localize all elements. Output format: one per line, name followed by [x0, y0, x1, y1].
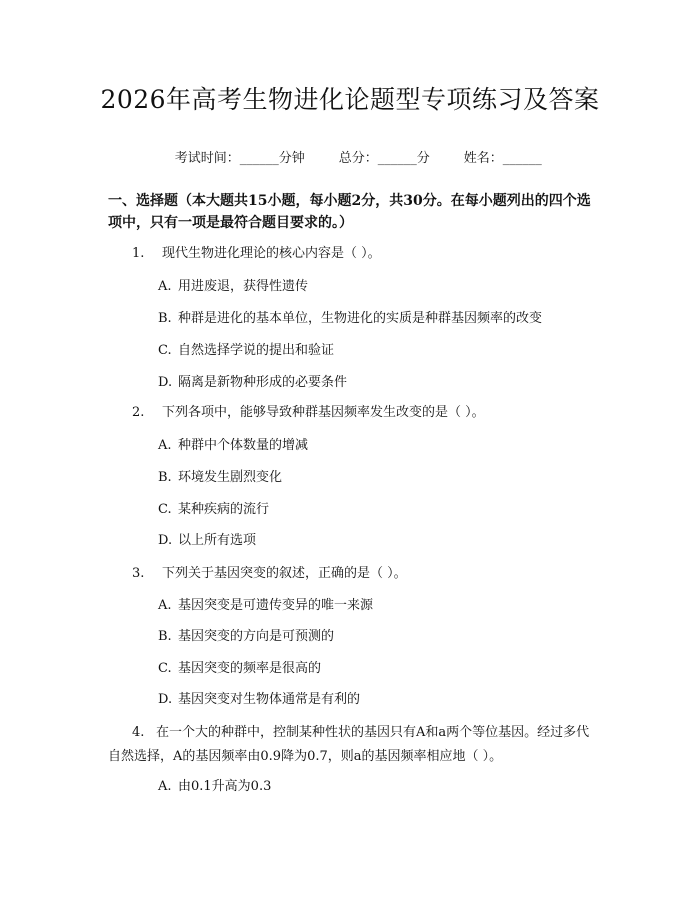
question-text: 在一个大的种群中，控制某种性状的基因只有A和a两个等位基因。经过多代自然选择，A的基因频率由0.9降为0.7，则a的基因频率相应地（ ）。 [108, 725, 590, 764]
option-text: 基因突变对生物体通常是有利的 [178, 692, 361, 707]
exam-time-field: 考试时间：______分钟 [174, 151, 305, 166]
option-2b [158, 470, 282, 486]
option-text: 基因突变的方向是可预测的 [178, 629, 335, 644]
option-letter: D. [158, 375, 173, 390]
option-text: 用进废退，获得性遗传 [178, 279, 309, 294]
option-letter: D. [158, 692, 173, 707]
option-letter: C. [158, 502, 172, 517]
question-number: 2. [132, 405, 145, 420]
option-text: 隔离是新物种形成的必要条件 [178, 375, 348, 390]
option-letter: B. [158, 470, 172, 485]
option-letter: C. [158, 661, 172, 676]
question-number: 4. [132, 725, 145, 740]
option-letter: D. [158, 533, 173, 548]
question-text: 下列各项中，能够导致种群基因频率发生改变的是（ ）。 [162, 405, 485, 420]
option-3c [158, 661, 321, 677]
total-score-field: 总分：______分 [338, 151, 430, 166]
option-letter: B. [158, 311, 172, 326]
name-field: 姓名：______ [463, 151, 542, 166]
option-2c [158, 502, 269, 518]
option-text: 基因突变的频率是很高的 [178, 661, 322, 676]
option-text: 种群中个体数量的增减 [178, 438, 309, 453]
option-text: 基因突变是可遗传变异的唯一来源 [178, 598, 374, 613]
question-4 [108, 721, 600, 769]
question-text: 下列关于基因突变的叙述，正确的是（ ）。 [162, 566, 407, 581]
option-text: 自然选择学说的提出和验证 [178, 343, 335, 358]
option-letter: A. [158, 438, 172, 453]
option-text: 以上所有选项 [178, 533, 257, 548]
option-2d [158, 533, 256, 549]
option-1b [158, 311, 542, 327]
option-text: 种群是进化的基本单位，生物进化的实质是种群基因频率的改变 [178, 311, 543, 326]
page-title: 2026年高考生物进化论题型专项练习及答案 [100, 85, 600, 114]
question-text: 现代生物进化理论的核心内容是（ ）。 [162, 246, 381, 261]
option-4a [158, 779, 271, 795]
option-letter: A. [158, 779, 172, 794]
option-text: 环境发生剧烈变化 [178, 470, 283, 485]
option-letter: C. [158, 343, 172, 358]
question-1 [132, 246, 381, 262]
option-letter: A. [158, 279, 172, 294]
question-number: 1. [132, 246, 145, 261]
option-text: 由0.1升高为0.3 [178, 779, 272, 794]
option-1c [158, 343, 334, 359]
option-1a [158, 279, 308, 295]
option-3b [158, 629, 334, 645]
section-heading: 一、选择题（本大题共15小题，每小题2分，共30分。在每小题列出的四个选项中，只有一项是最符合题目要求的。） [108, 193, 591, 231]
option-text: 某种疾病的流行 [178, 502, 270, 517]
question-3 [132, 566, 407, 582]
exam-info-line [0, 132, 700, 181]
option-letter: A. [158, 598, 172, 613]
option-3d [158, 692, 360, 708]
option-2a [158, 438, 308, 454]
option-letter: B. [158, 629, 172, 644]
option-1d [158, 375, 347, 391]
option-3a [158, 598, 373, 614]
question-number: 3. [132, 566, 145, 581]
question-2 [132, 405, 485, 421]
